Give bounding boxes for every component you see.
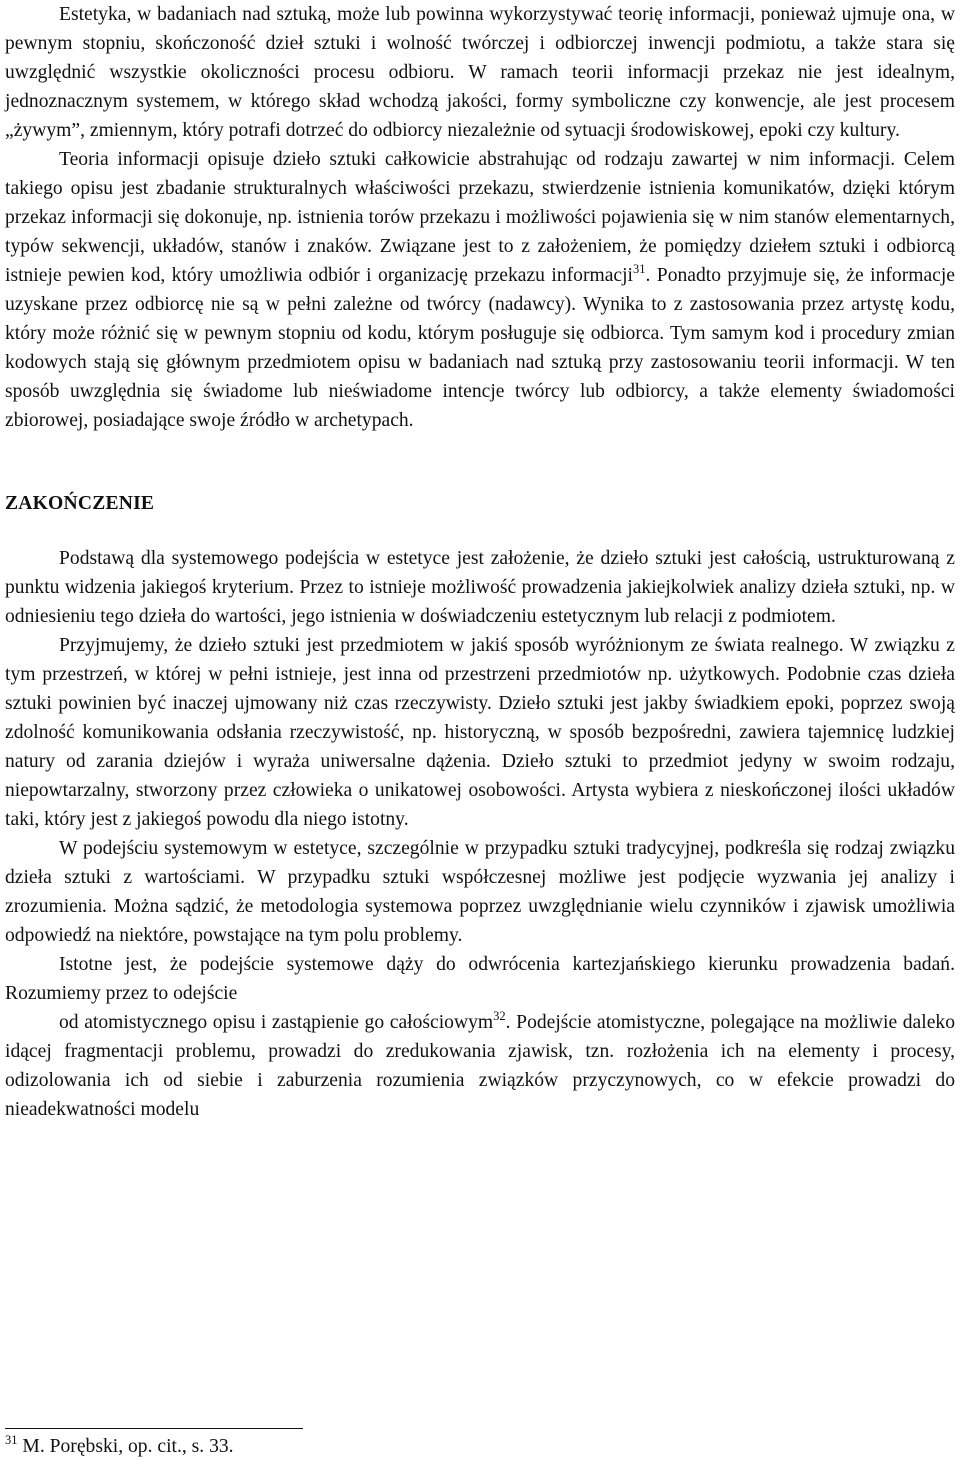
footnote-31 bbox=[5, 1435, 955, 1459]
footnotes bbox=[5, 1428, 955, 1459]
paragraph-text: Podstawą dla systemowego podejścia w estetyce jest założenie, że dzieło sztuki jest całością, ustrukturowaną z punktu widzenia jakiegoś kryterium. Przez to istnieje możliwość prowadzenia jakiejkolwiek analizy dzieła sztuki, np. w odniesieniu tego dzieła do wartości, jego istnienia w doświadczeniu estetycznym lub relacji z podmiotem. bbox=[5, 548, 955, 627]
paragraph-podejscie-systemowe bbox=[5, 834, 955, 950]
paragraph-istotne bbox=[5, 950, 955, 1008]
paragraph-text: Przyjmujemy, że dzieło sztuki jest przedmiotem w jakiś sposób wyróżnionym ze świata realnego. W związku z tym przestrzeń, w której w pełni istnieje, jest inna od przestrzeni przedmiotów np. użytkowych. Podobnie czas dzieła sztuki powinien być inaczej ujmowany niż czas rzeczywisty. Dzieło sztuki jest jakby świadkiem epoki, poprzez swoją zdolność komunikowania odsłania rzeczywistość, np. historyczną, w sposób bezpośredni, zawiera tajemnicę ludzkiej natury od zarania dziejów i wyraża uniwersalne dążenia. Dzieło sztuki to przedmiot jedyny w swoim rodzaju, niepowtarzalny, stworzony przez człowieka o unikatowej osobowości. Artysta wybiera z nieskończonej ilości układów taki, który jest z jakiegoś powodu dla niego istotny. bbox=[5, 635, 955, 830]
section-heading: ZAKOŃCZENIE bbox=[5, 493, 155, 514]
paragraph-teoria-informacji bbox=[5, 145, 955, 435]
footnote-ref-32[interactable]: 32 bbox=[493, 1009, 506, 1023]
document-page bbox=[5, 0, 955, 1124]
paragraph-text: od atomistycznego opisu i zastąpienie go całościowym bbox=[59, 1012, 494, 1033]
footnote-separator bbox=[5, 1428, 303, 1429]
footnote-number: 31 bbox=[5, 1433, 18, 1447]
paragraph-przyjmujemy bbox=[5, 631, 955, 834]
footnote-text: M. Porębski, op. cit., s. 33. bbox=[17, 1436, 234, 1457]
paragraph-estetyka bbox=[5, 0, 955, 145]
paragraph-text: W podejściu systemowym w estetyce, szczególnie w przypadku sztuki tradycyjnej, podkreśla się rodzaj związku dzieła sztuki z wartościami. W przypadku sztuki współczesnej możliwe jest podjęcie wyzwania jej analizy i zrozumienia. Można sądzić, że metodologia systemowa poprzez uwzględnianie wielu czynników i zjawisk umożliwia odpowiedź na niektóre, powstające na tym polu problemy. bbox=[5, 838, 955, 946]
paragraph-podstawa bbox=[5, 544, 955, 631]
paragraph-text: . Ponadto przyjmuje się, że informacje uzyskane przez odbiorcę nie są w pełni zależne od twórcy (nadawcy). Wynika to z zastosowania przez artystę kodu, który może różnić się w pewnym stopniu od kodu, którym posługuje się odbiorca. Tym samym kod i procedury zmian kodowych stają się głównym przedmiotem opisu w badaniach nad sztuką przy zastosowaniu teorii informacji. W ten sposób uwzględnia się świadome lub nieświadome intencje twórcy lub odbiorcy, a także elementy świadomości zbiorowej, posiadające swoje źródło w archetypach. bbox=[5, 265, 955, 431]
paragraph-text: Teoria informacji opisuje dzieło sztuki całkowicie abstrahując od rodzaju zawartej w nim informacji. Celem takiego opisu jest zbadanie strukturalnych właściwości przekazu, stwierdzenie istnienia komunikatów, dzięki którym przekaz informacji się dokonuje, np. istnienia torów przekazu i możliwości pojawienia się w nim stanów elementarnych, typów sekwencji, układów, stanów i znaków. Związane jest to z założeniem, że pomiędzy dziełem sztuki i odbiorcą istnieje pewien kod, który umożliwia odbiór i organizację przekazu informacji bbox=[5, 149, 955, 286]
paragraph-text: . Podejście atomistyczne, polegające na możliwie daleko idącej fragmentacji problemu, prowadzi do zredukowania zjawisk, tzn. rozłożenia ich na elementy i procesy, odizolowania ich od siebie i zaburzenia rozumienia związków przyczynowych, co w efekcie prowadzi do nieadekwatności modelu bbox=[5, 1012, 955, 1120]
paragraph-text: Estetyka, w badaniach nad sztuką, może lub powinna wykorzystywać teorię informacji, ponieważ ujmuje ona, w pewnym stopniu, skończoność dzieł sztuki i wolność twórczej i odbiorczej inwencji podmiotu, a także stara się uwzględnić wszystkie okoliczności procesu odbioru. W ramach teorii informacji przekaz nie jest idealnym, jednoznacznym systemem, w którego skład wchodzą jakości, formy symboliczne czy konwencje, ale jest procesem „żywym”, zmiennym, który potrafi dotrzeć do odbiorcy niezależnie od sytuacji środowiskowej, epoki czy kultury. bbox=[5, 4, 955, 141]
paragraph-atomistyczne bbox=[5, 1008, 955, 1124]
paragraph-text: Istotne jest, że podejście systemowe dąży do odwrócenia kartezjańskiego kierunku prowadzenia badań. Rozumiemy przez to odejście bbox=[5, 954, 955, 1004]
footnote-ref-31[interactable]: 31 bbox=[633, 262, 646, 276]
